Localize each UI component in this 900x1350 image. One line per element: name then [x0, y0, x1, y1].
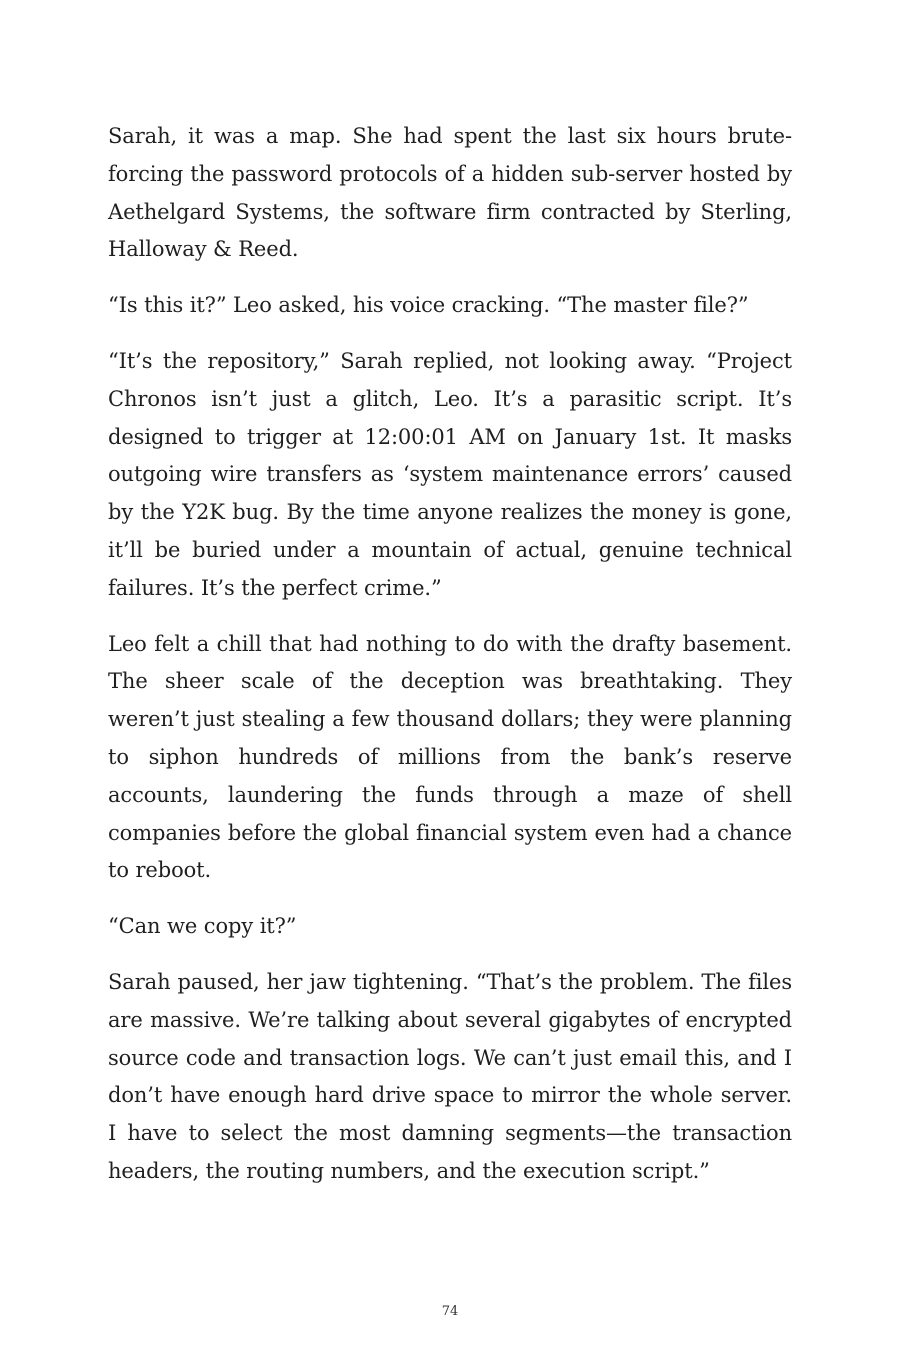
paragraph: “It’s the repository,” Sarah replied, not looking away. “Project Chronos isn’t just a glitch, Leo. It’s a parasitic script. It’s designed to trigger at 12:00:01 AM on January 1st. It masks outgoing wire transfers as ‘system maintenance errors’ caused by the Y2K bug. By the time anyone realizes the money is gone, it’ll be buried under a mountain of actual, genuine technical failures. It’s the perfect crime.”	[108, 348, 792, 600]
paragraph: Sarah, it was a map. She had spent the last six hours brute-forcing the password protocols of a hidden sub-server hosted by Aethelgard Systems, the software firm contracted by Sterling, Halloway & Reed.	[108, 124, 792, 262]
paragraph: “Can we copy it?”	[108, 914, 297, 939]
body-text	[108, 118, 792, 1209]
paragraph: Leo felt a chill that had nothing to do with the drafty basement. The sheer scale of the deception was breathtaking. They weren’t just stealing a few thousand dollars; they were planning to siphon hundreds of millions from the bank’s reserve accounts, laundering the funds through a maze of shell companies before the global financial system even had a chance to reboot.	[108, 631, 792, 883]
page-number: 74	[441, 1304, 459, 1319]
paragraph: Sarah paused, her jaw tightening. “That’s the problem. The files are massive. We’re talking about several gigabytes of encrypted source code and transaction logs. We can’t just email this, and I don’t have enough hard drive space to mirror the whole server. I have to select the most damning segments—the transaction headers, the routing numbers, and the execution script.”	[108, 969, 792, 1183]
paragraph: “Is this it?” Leo asked, his voice cracking. “The master file?”	[108, 293, 749, 318]
